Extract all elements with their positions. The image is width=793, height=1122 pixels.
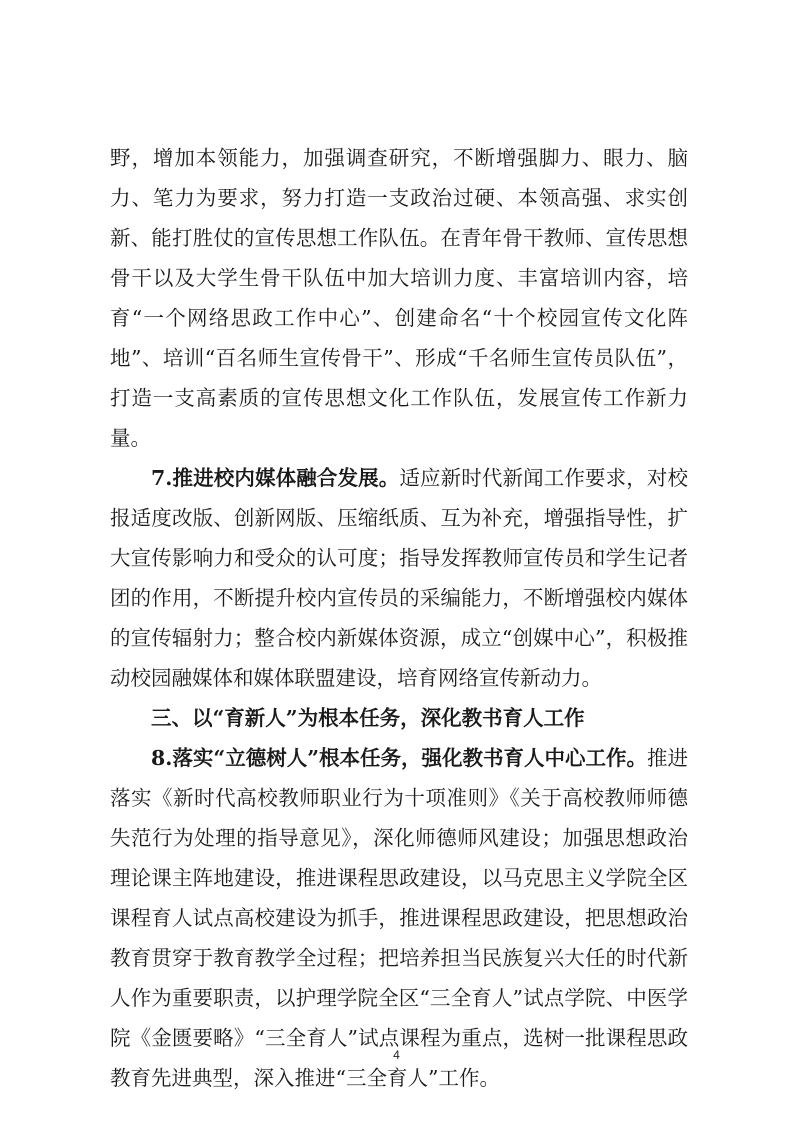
paragraph-team-building: 野，增加本领能力，加强调查研究，不断增强脚力、眼力、脑力、笔力为要求，努力打造一支政治过硬、本领高强、求实创新、能打胜仗的宣传思想工作队伍。在青年骨干教师、宣传思想骨干以及大学生骨干队伍中加大培训力度、丰富培训内容，培育“一个网络思政工作中心”、创建命名“十个校园宣传文化阵地”、培训“百名师生宣传骨干”、形成“千名师生宣传员队伍”，打造一支高素质的宣传思想文化工作队伍，发展宣传工作新力量。 bbox=[110, 146, 688, 450]
paragraph-lead-8: 8.落实“立德树人”根本任务，强化教书育人中心工作。 bbox=[151, 746, 647, 770]
paragraph-body-7: 适应新时代新闻工作要求，对校报适度改版、创新网版、压缩纸质、互为补充，增强指导性，扩大宣传影响力和受众的认可度；指导发挥教师宣传员和学生记者团的作用，不断提升校内宣传员的采编能力，不断增强校内媒体的宣传辐射力；整合校内新媒体资源，成立“创媒中心”，积极推动校园融媒体和媒体联盟建设，培育网络宣传新动力。 bbox=[110, 466, 688, 690]
section-heading-3: 三、以“育新人”为根本任务，深化教书育人工作 bbox=[151, 706, 585, 730]
paragraph-moral-education bbox=[110, 738, 688, 1098]
document-body bbox=[110, 138, 688, 1098]
page-number: 4 bbox=[393, 1048, 400, 1062]
paragraph-media-integration bbox=[110, 458, 688, 698]
paragraph-body-8: 推进落实《新时代高校教师职业行为十项准则》《关于高校教师师德失范行为处理的指导意见》，深化师德师风建设；加强思想政治理论课主阵地建设，推进课程思政建设，以马克思主义学院全区课程育人试点高校建设为抓手，推进课程思政建设，把思想政治教育贯穿于教育教学全过程；把培养担当民族复兴大任的时代新人作为重要职责，以护理学院全区“三全育人”试点学院、中医学院《金匮要略》“三全育人”试点课程为重点，选树一批课程思政教育先进典型，深入推进“三全育人”工作。 bbox=[110, 746, 689, 1090]
paragraph-lead-7: 7.推进校内媒体融合发展。 bbox=[151, 466, 400, 490]
